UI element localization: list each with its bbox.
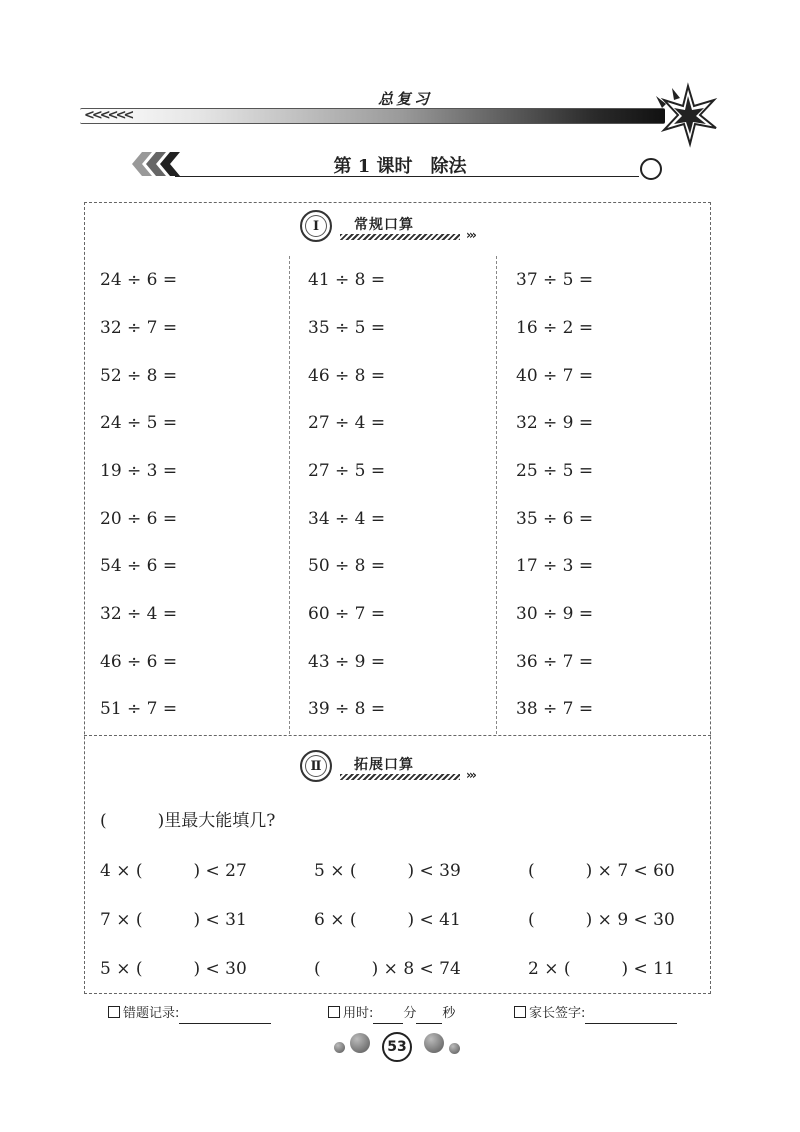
division-problem[interactable]: 35 ÷ 6 = <box>516 509 594 529</box>
division-problem[interactable]: 38 ÷ 7 = <box>516 699 594 719</box>
star-ornament-icon <box>650 82 730 148</box>
inequality-problem[interactable]: 7 × ( ) < 31 <box>100 910 247 930</box>
inequality-problem[interactable]: 6 × ( ) < 41 <box>314 910 461 930</box>
division-problem[interactable]: 37 ÷ 5 = <box>516 270 594 290</box>
arrows-icon: ››› <box>466 768 475 782</box>
header-title: 总复习 <box>377 90 432 108</box>
checkbox-icon[interactable] <box>328 1006 340 1018</box>
division-problem[interactable]: 34 ÷ 4 = <box>308 509 386 529</box>
division-problem[interactable]: 50 ÷ 8 = <box>308 556 386 576</box>
error-record-field[interactable] <box>108 1002 271 1024</box>
division-problem[interactable]: 19 ÷ 3 = <box>100 461 178 481</box>
roman-numeral-badge: Ⅱ <box>300 750 332 782</box>
column-divider <box>496 256 497 734</box>
parent-signature-blank[interactable] <box>585 1008 677 1024</box>
division-problem[interactable]: 46 ÷ 6 = <box>100 652 178 672</box>
inequality-problem[interactable]: ( ) × 8 < 74 <box>314 959 461 979</box>
error-record-blank[interactable] <box>179 1008 271 1024</box>
parent-signature-label: 家长签字: <box>529 1006 586 1021</box>
inequality-problem[interactable]: 4 × ( ) < 27 <box>100 861 247 881</box>
column-divider <box>289 256 290 734</box>
section-title: 拓展口算 <box>354 757 414 773</box>
error-record-label: 错题记录: <box>123 1006 180 1021</box>
division-problem[interactable]: 32 ÷ 9 = <box>516 413 594 433</box>
division-problem[interactable]: 52 ÷ 8 = <box>100 366 178 386</box>
checkbox-icon[interactable] <box>514 1006 526 1018</box>
inequality-problem[interactable]: ( ) × 9 < 30 <box>528 910 675 930</box>
division-problem[interactable]: 27 ÷ 4 = <box>308 413 386 433</box>
division-problem[interactable]: 24 ÷ 5 = <box>100 413 178 433</box>
dot-decoration <box>350 1033 370 1053</box>
dot-decoration <box>424 1033 444 1053</box>
stripe-decoration <box>340 774 460 780</box>
inequality-problem[interactable]: 2 × ( ) < 11 <box>528 959 675 979</box>
division-problem[interactable]: 27 ÷ 5 = <box>308 461 386 481</box>
division-problem[interactable]: 43 ÷ 9 = <box>308 652 386 672</box>
division-problem[interactable]: 41 ÷ 8 = <box>308 270 386 290</box>
division-problem[interactable]: 36 ÷ 7 = <box>516 652 594 672</box>
division-problem[interactable]: 54 ÷ 6 = <box>100 556 178 576</box>
question-text: ( )里最大能填几? <box>100 811 276 831</box>
division-problem[interactable]: 24 ÷ 6 = <box>100 270 178 290</box>
section-badge-2 <box>300 750 500 786</box>
division-problem[interactable]: 30 ÷ 9 = <box>516 604 594 624</box>
dot-decoration <box>334 1042 345 1053</box>
minutes-blank[interactable] <box>373 1008 403 1024</box>
roman-numeral-badge: Ⅰ <box>300 210 332 242</box>
parent-signature-field[interactable] <box>514 1002 677 1024</box>
time-used-field[interactable] <box>328 1002 455 1024</box>
seconds-blank[interactable] <box>416 1008 442 1024</box>
division-problem[interactable]: 40 ÷ 7 = <box>516 366 594 386</box>
time-used-label: 用时: <box>343 1006 374 1021</box>
division-problem[interactable]: 60 ÷ 7 = <box>308 604 386 624</box>
inequality-problem[interactable]: ( ) × 7 < 60 <box>528 861 675 881</box>
header-banner-bar <box>80 108 665 124</box>
division-problem[interactable]: 32 ÷ 7 = <box>100 318 178 338</box>
inequality-problem[interactable]: 5 × ( ) < 39 <box>314 861 461 881</box>
dot-decoration <box>449 1043 460 1054</box>
section-badge-1 <box>300 210 500 246</box>
division-problem[interactable]: 35 ÷ 5 = <box>308 318 386 338</box>
minutes-label: 分 <box>403 1006 417 1021</box>
division-problem[interactable]: 25 ÷ 5 = <box>516 461 594 481</box>
lesson-title: 第 1 课时 除法 <box>333 156 467 177</box>
division-problem[interactable]: 17 ÷ 3 = <box>516 556 594 576</box>
arrows-icon: ››› <box>466 228 475 242</box>
section-title: 常规口算 <box>354 217 414 233</box>
division-problem[interactable]: 39 ÷ 8 = <box>308 699 386 719</box>
division-problem[interactable]: 32 ÷ 4 = <box>100 604 178 624</box>
checkbox-icon[interactable] <box>108 1006 120 1018</box>
section-divider <box>84 735 711 736</box>
division-problem[interactable]: 20 ÷ 6 = <box>100 509 178 529</box>
division-problem[interactable]: 46 ÷ 8 = <box>308 366 386 386</box>
division-problem[interactable]: 16 ÷ 2 = <box>516 318 594 338</box>
inequality-problem[interactable]: 5 × ( ) < 30 <box>100 959 247 979</box>
page-number: 53 <box>382 1032 412 1062</box>
lesson-chevrons-icon <box>128 150 188 178</box>
seconds-label: 秒 <box>442 1006 456 1021</box>
lesson-circle-icon <box>640 158 662 180</box>
stripe-decoration <box>340 234 460 240</box>
division-problem[interactable]: 51 ÷ 7 = <box>100 699 178 719</box>
chevrons-icon: <<<<<< <box>84 108 132 123</box>
